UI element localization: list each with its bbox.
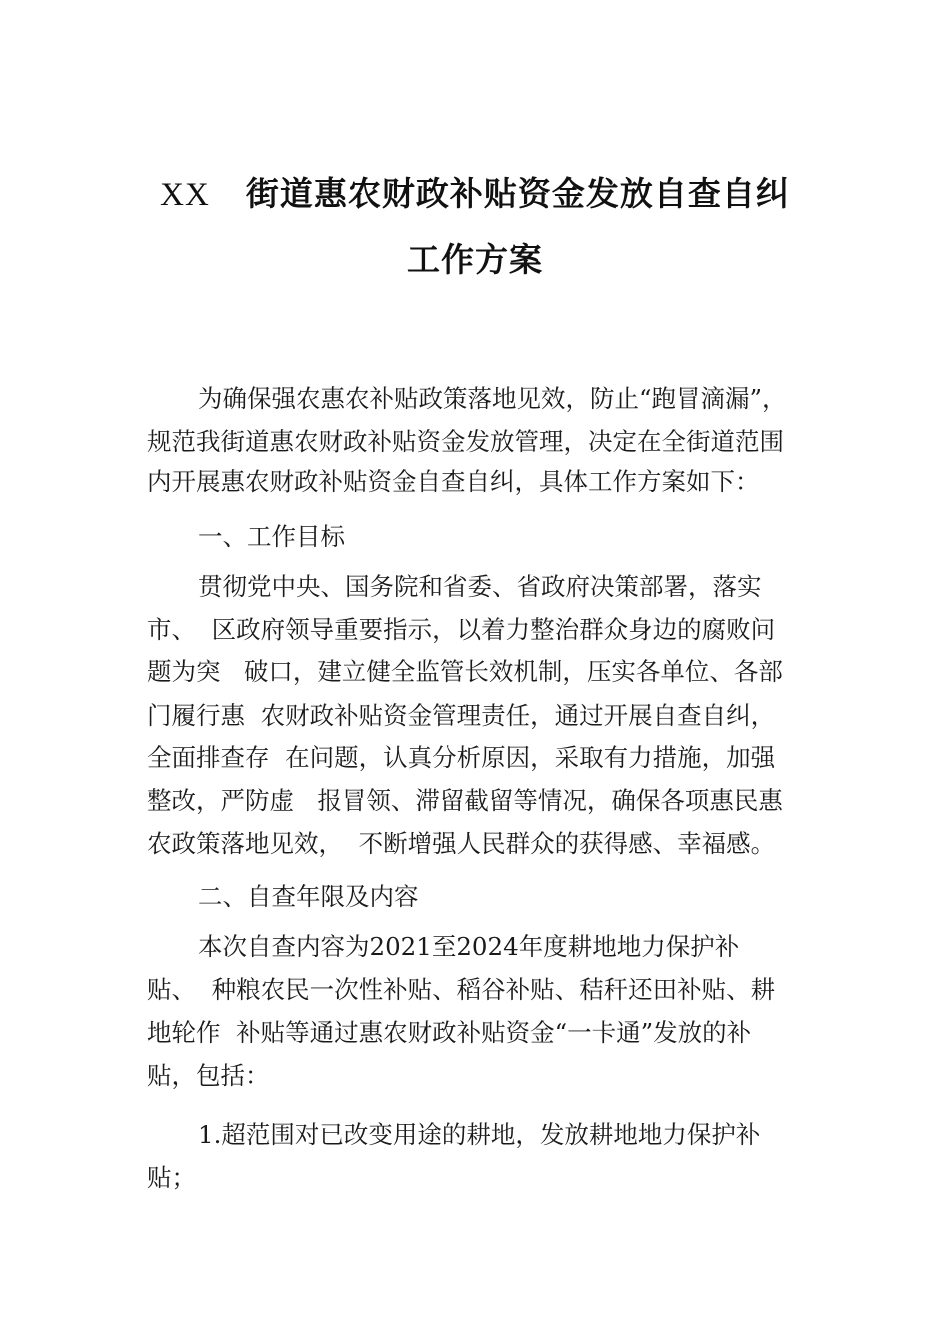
paragraph-goals-line-7: 农政策落地见效， 不断增强人民群众的获得感、幸福感。 <box>147 829 776 858</box>
document-title-line-2: 工作方案 <box>407 240 543 279</box>
title-prefix: XX <box>160 177 210 213</box>
paragraph-scope-line-2: 贴、 种粮农民一次性补贴、稻谷补贴、秸秆还田补贴、耕 <box>147 975 776 1004</box>
paragraph-scope-line-1: 本次自查内容为2021至2024年度耕地地力保护补 <box>198 932 740 961</box>
paragraph-goals-line-3: 题为突 破口，建立健全监管长效机制，压实各单位、各部 <box>147 657 783 686</box>
paragraph-goals-line-1: 贯彻党中央、国务院和省委、省政府决策部署，落实 <box>198 572 762 601</box>
paragraph-scope-line-4: 贴，包括： <box>147 1061 270 1090</box>
list-item-1-line-2: 贴； <box>147 1163 196 1192</box>
paragraph-goals-line-2: 市、 区政府领导重要指示，以着力整治群众身边的腐败问 <box>147 615 776 644</box>
paragraph-goals-line-5: 全面排查存 在问题，认真分析原因，采取有力措施，加强 <box>147 743 776 772</box>
paragraph-goals-line-4: 门履行惠 农财政补贴资金管理责任，通过开展自查自纠， <box>147 701 776 730</box>
document-title-line-1 <box>0 168 950 215</box>
list-item-1-line-1: 1.超范围对已改变用途的耕地，发放耕地地力保护补 <box>198 1120 761 1149</box>
paragraph-intro-line-2: 规范我街道惠农财政补贴资金发放管理，决定在全街道范围 <box>147 427 784 456</box>
section-heading-scope: 二、自查年限及内容 <box>198 882 419 911</box>
section-heading-goals: 一、工作目标 <box>198 522 345 551</box>
paragraph-intro-line-1: 为确保强农惠农补贴政策落地见效，防止“跑冒滴漏”， <box>198 384 787 413</box>
paragraph-intro-line-3: 内开展惠农财政补贴资金自查自纠，具体工作方案如下： <box>147 467 760 496</box>
title-main: 街道惠农财政补贴资金发放自查自纠 <box>245 174 790 213</box>
paragraph-scope-line-3: 地轮作 补贴等通过惠农财政补贴资金“一卡通”发放的补 <box>147 1018 752 1047</box>
paragraph-goals-line-6: 整改，严防虚 报冒领、滞留截留等情况，确保各项惠民惠 <box>147 786 783 815</box>
